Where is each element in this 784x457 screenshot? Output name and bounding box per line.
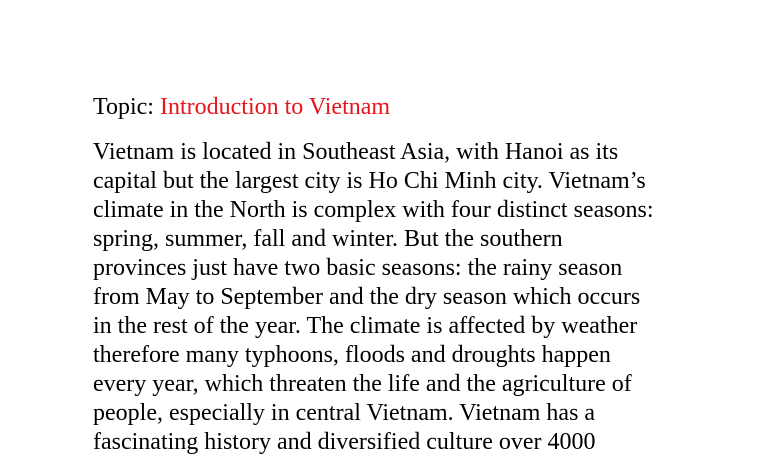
topic-label: Topic: [93, 94, 160, 120]
paragraph-line: climate in the North is complex with four distinct seasons: [93, 197, 654, 223]
paragraph-line: fascinating history and diversified culture over 4000 [93, 429, 596, 455]
paragraph-line: Vietnam is located in Southeast Asia, with Hanoi as its [93, 139, 619, 165]
paragraph-line: provinces just have two basic seasons: the rainy season [93, 255, 623, 281]
paragraph-line: every year, which threaten the life and the agriculture of [93, 371, 632, 397]
paragraph-line: capital but the largest city is Ho Chi Minh city. Vietnam’s [93, 168, 646, 194]
paragraph-line: therefore many typhoons, floods and droughts happen [93, 342, 611, 368]
topic-title: Introduction to Vietnam [159, 94, 391, 120]
body-paragraph [93, 138, 733, 457]
paragraph-line: spring, summer, fall and winter. But the southern [93, 226, 563, 252]
paragraph-line: people, especially in central Vietnam. Vietnam has a [93, 400, 596, 426]
paragraph-line: from May to September and the dry season which occurs [93, 284, 641, 310]
paragraph-line: in the rest of the year. The climate is affected by weather [93, 313, 638, 339]
topic-heading [93, 92, 390, 122]
